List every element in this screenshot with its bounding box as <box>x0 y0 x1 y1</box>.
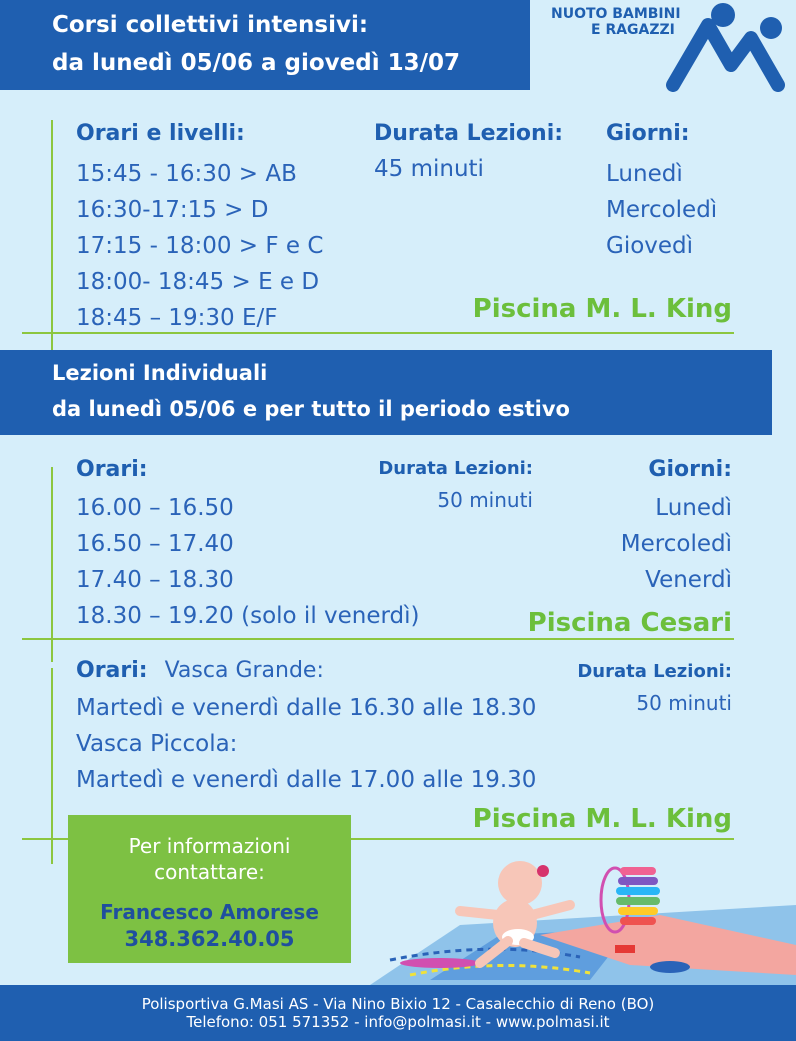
piscina-king-label: Piscina M. L. King <box>472 294 732 324</box>
list-item: Lunedì <box>655 495 732 521</box>
cesari-giorni-list <box>621 490 732 598</box>
giorni-list <box>606 156 717 264</box>
logo <box>545 0 790 95</box>
individuali-title: Lezioni Individuali <box>52 361 268 385</box>
list-item: Venerdì <box>645 567 732 593</box>
list-item: 16.50 – 17.40 <box>76 531 234 557</box>
contact-name: Francesco Amorese <box>100 900 319 924</box>
list-item: Martedì e venerdì dalle 17.00 alle 19.30 <box>76 767 537 793</box>
logo-text-line2: E RAGAZZI <box>591 22 675 38</box>
cesari-giorni-label: Giorni: <box>648 457 732 482</box>
cesari-durata-label: Durata Lezioni: <box>378 458 533 479</box>
king-lines <box>76 690 536 798</box>
list-item: 16.00 – 16.50 <box>76 495 234 521</box>
list-item: 18:45 – 19:30 E/F <box>76 305 278 331</box>
list-item: Vasca Piccola: <box>76 731 238 757</box>
king-durata-value: 50 minuti <box>636 691 732 715</box>
contact-phone[interactable]: 348.362.40.05 <box>124 927 295 951</box>
info-box <box>68 815 351 963</box>
list-item: 17:15 - 18:00 > F e C <box>76 233 324 259</box>
individuali-band <box>0 350 772 435</box>
king-orari-row <box>76 658 324 683</box>
footer-contacts: Telefono: 051 571352 - info@polmasi.it - www.polmasi.it <box>186 1013 610 1031</box>
list-item: Martedì e venerdì dalle 16.30 alle 18.30 <box>76 695 537 721</box>
footer-address: Polisportiva G.Masi AS - Via Nino Bixio 12 - Casalecchio di Reno (BO) <box>141 995 655 1013</box>
header-dates: da lunedì 05/06 a giovedì 13/07 <box>52 50 461 76</box>
piscina-cesari-label: Piscina Cesari <box>527 608 732 638</box>
logo-text-line1: NUOTO BAMBINI <box>551 6 681 22</box>
list-item: 17.40 – 18.30 <box>76 567 234 593</box>
giorni-label: Giorni: <box>606 121 690 146</box>
section3-vline <box>51 668 53 864</box>
section1-vline <box>51 120 53 356</box>
list-item: Mercoledì <box>620 531 732 557</box>
orari-livelli-label: Orari e livelli: <box>76 121 245 146</box>
list-item: Giovedì <box>606 233 694 259</box>
cesari-orari-label: Orari: <box>76 457 148 482</box>
list-item: Mercoledì <box>606 197 718 223</box>
info-label-line2: contattare: <box>154 860 265 884</box>
footer <box>0 985 796 1041</box>
section2-vline <box>51 467 53 662</box>
king-orari-label: Orari: <box>76 658 148 683</box>
cesari-orari-list <box>76 490 420 634</box>
orari-livelli-list <box>76 156 323 336</box>
individuali-period: da lunedì 05/06 e per tutto il periodo estivo <box>52 397 570 421</box>
list-item: 16:30-17:15 > D <box>76 197 269 223</box>
info-label-line1: Per informazioni <box>128 834 291 858</box>
swimmer-logo-icon <box>663 0 785 92</box>
durata-label: Durata Lezioni: <box>374 121 564 146</box>
durata-value: 45 minuti <box>374 156 484 182</box>
child-swimming-illustration <box>330 845 796 985</box>
header-band <box>0 0 530 90</box>
list-item: 18:00- 18:45 > E e D <box>76 269 320 295</box>
list-item: 18.30 – 19.20 (solo il venerdì) <box>76 603 420 629</box>
king-durata-label: Durata Lezioni: <box>577 661 732 682</box>
header-title: Corsi collettivi intensivi: <box>52 12 369 38</box>
section2-hline <box>22 638 734 640</box>
king-vasca-grande: Vasca Grande: <box>164 658 324 683</box>
list-item: Lunedì <box>606 161 683 187</box>
piscina-king-individual-label: Piscina M. L. King <box>472 804 732 834</box>
list-item: 15:45 - 16:30 > AB <box>76 161 297 187</box>
cesari-durata-value: 50 minuti <box>437 488 533 512</box>
